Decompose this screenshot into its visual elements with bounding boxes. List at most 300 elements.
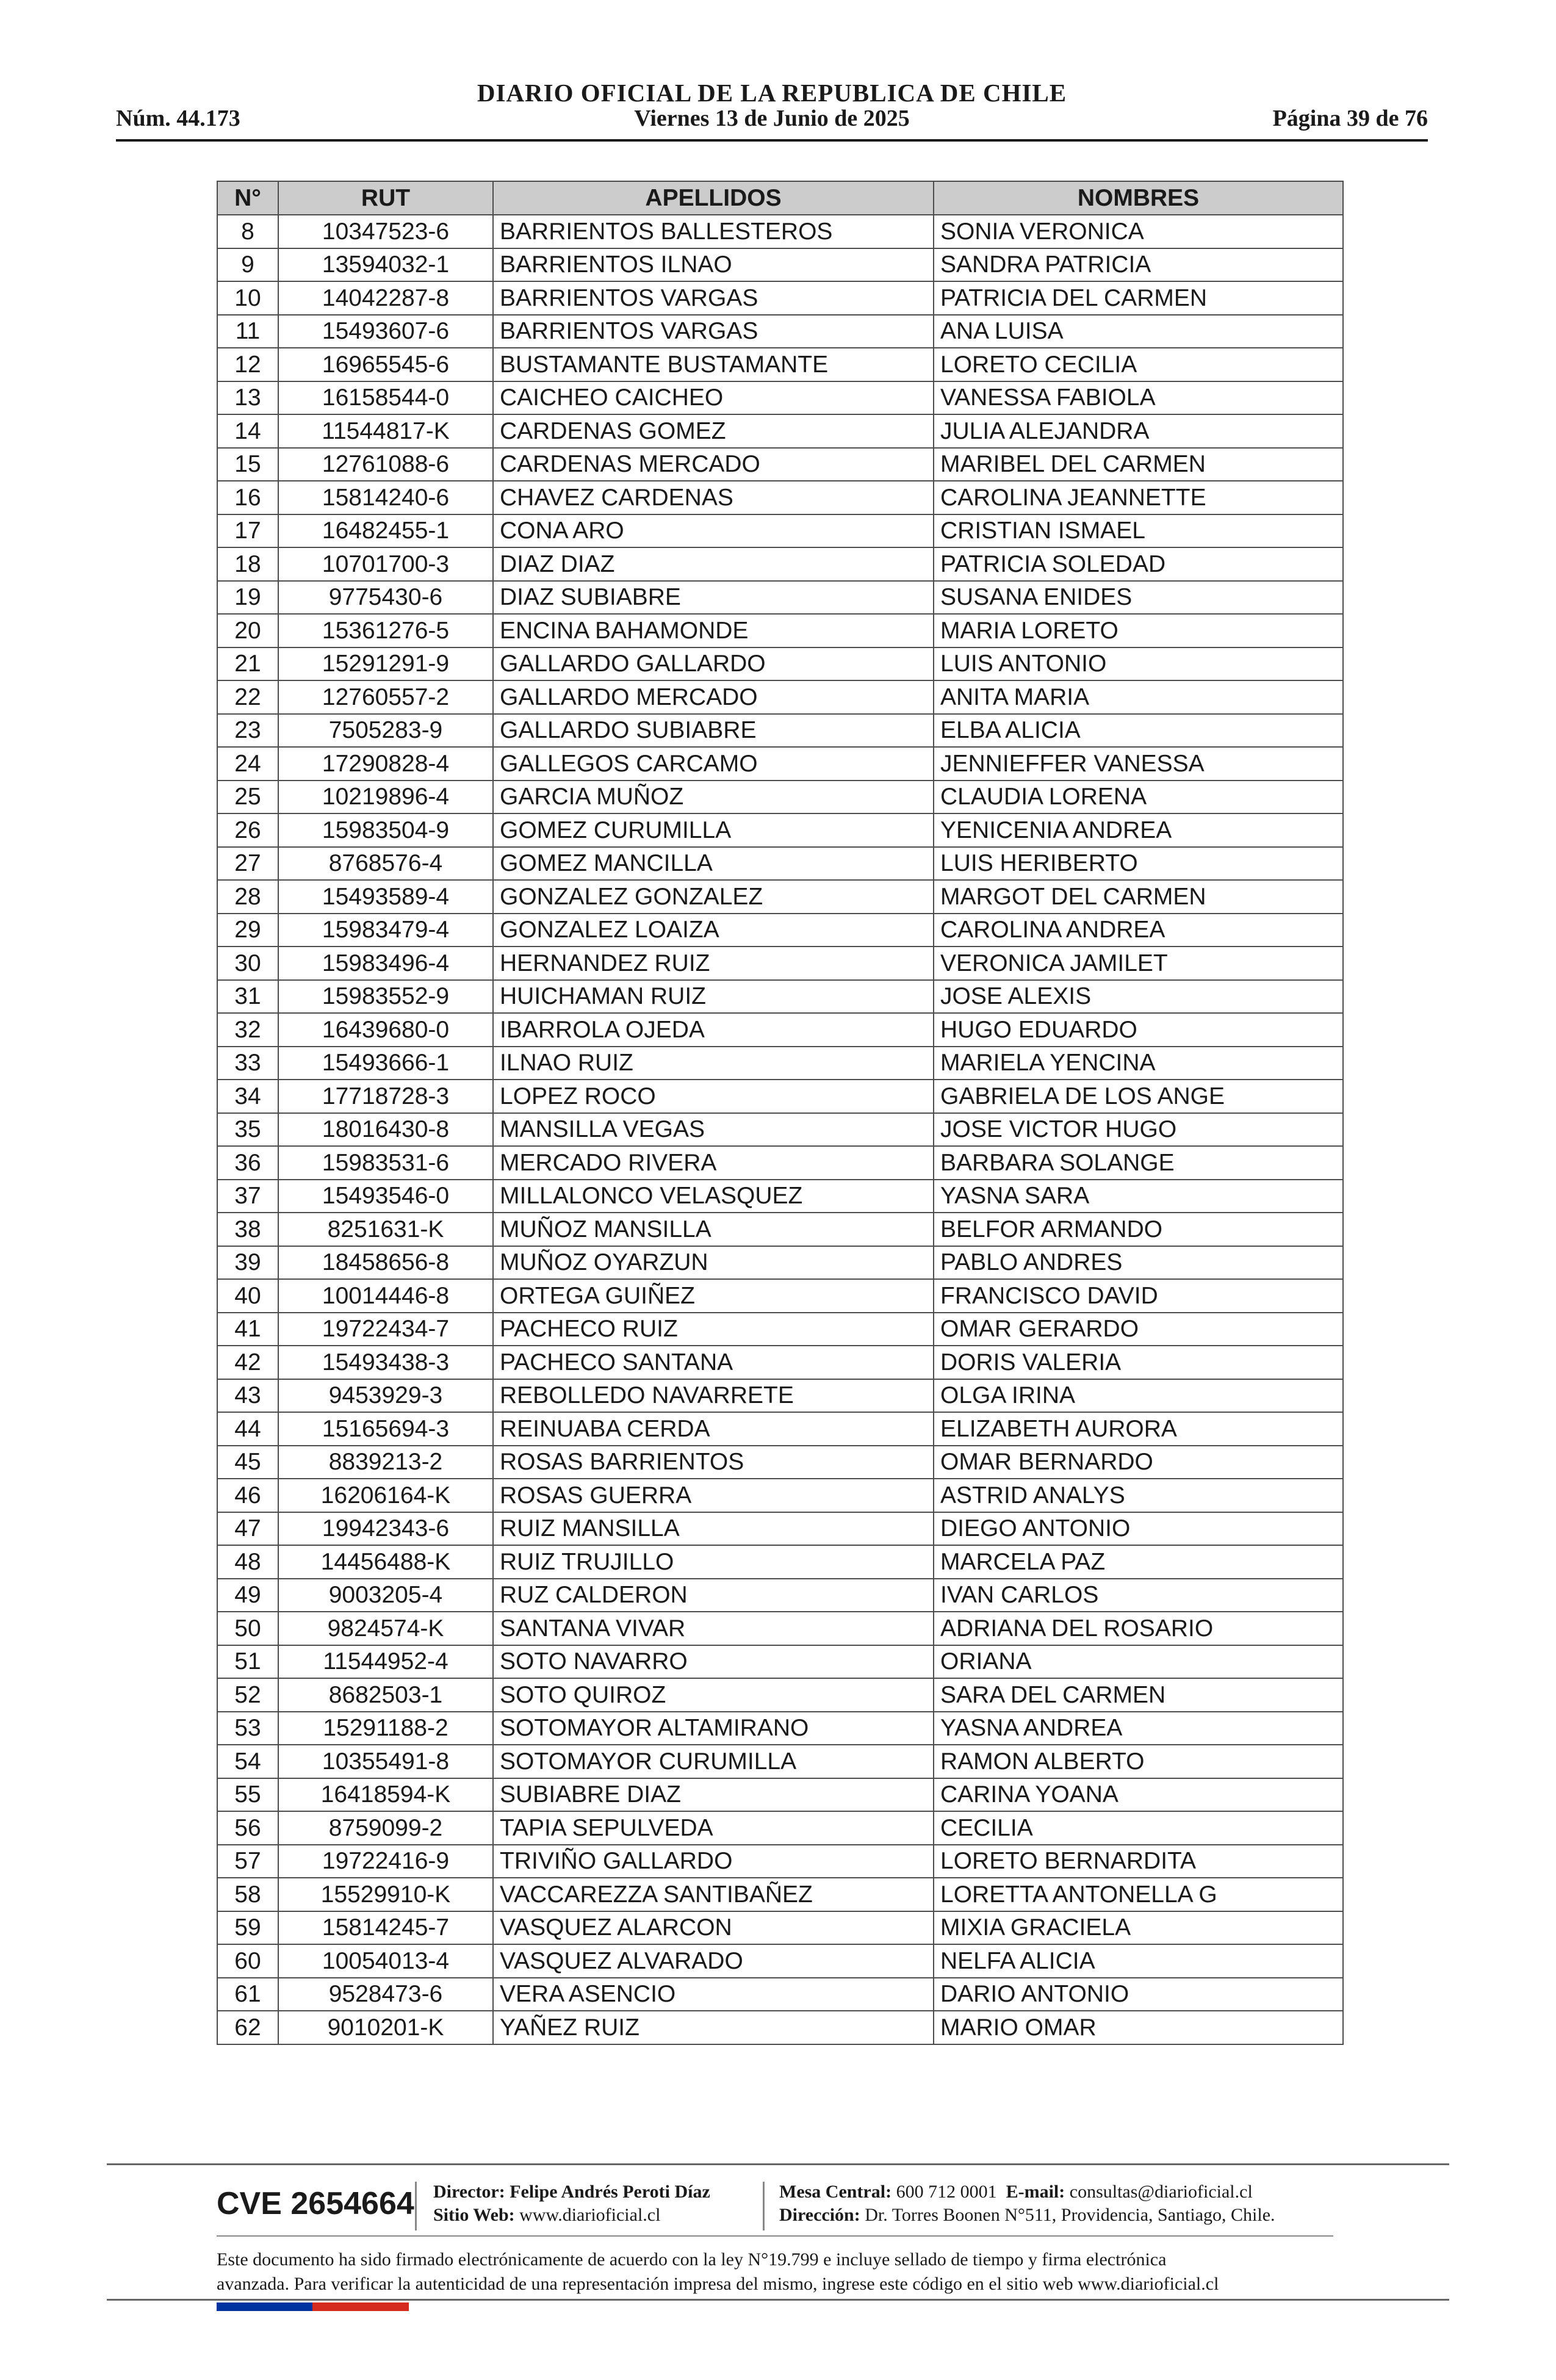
page-number: Página 39 de 76 [1272, 106, 1428, 131]
row-number: 26 [217, 813, 278, 847]
row-nombres: LORETO BERNARDITA [934, 1845, 1343, 1878]
row-nombres: GABRIELA DE LOS ANGE [934, 1080, 1343, 1113]
table-row [217, 514, 1343, 548]
row-nombres: DARIO ANTONIO [934, 1978, 1343, 2011]
row-nombres: MARGOT DEL CARMEN [934, 880, 1343, 914]
row-nombres: OMAR GERARDO [934, 1313, 1343, 1346]
row-apellidos: VASQUEZ ALVARADO [493, 1944, 934, 1978]
footer-separator [415, 2182, 417, 2230]
row-nombres: BELFOR ARMANDO [934, 1213, 1343, 1246]
table-row [217, 880, 1343, 914]
row-rut: 10014446-8 [278, 1279, 493, 1313]
row-rut: 10355491-8 [278, 1745, 493, 1778]
row-apellidos: DIAZ DIAZ [493, 547, 934, 581]
personnel-table-container [217, 181, 1342, 2045]
row-nombres: DORIS VALERIA [934, 1346, 1343, 1379]
row-apellidos: RUIZ TRUJILLO [493, 1545, 934, 1579]
table-row [217, 481, 1343, 514]
row-nombres: JENNIEFFER VANESSA [934, 747, 1343, 781]
table-row [217, 547, 1343, 581]
row-rut: 15291291-9 [278, 647, 493, 681]
row-rut: 14456488-K [278, 1545, 493, 1579]
row-nombres: CRISTIAN ISMAEL [934, 514, 1343, 548]
row-number: 52 [217, 1678, 278, 1712]
table-row [217, 348, 1343, 381]
table-row [217, 1545, 1343, 1579]
table-row [217, 980, 1343, 1014]
row-nombres: ANA LUISA [934, 315, 1343, 348]
row-number: 40 [217, 1279, 278, 1313]
email-label: E-mail: [1006, 2182, 1065, 2202]
table-row [217, 1412, 1343, 1446]
row-apellidos: GALLEGOS CARCAMO [493, 747, 934, 781]
row-rut: 16965545-6 [278, 348, 493, 381]
row-rut: 10701700-3 [278, 547, 493, 581]
table-row [217, 1978, 1343, 2011]
row-rut: 17290828-4 [278, 747, 493, 781]
row-apellidos: BARRIENTOS VARGAS [493, 315, 934, 348]
row-nombres: LUIS HERIBERTO [934, 847, 1343, 881]
row-rut: 15493589-4 [278, 880, 493, 914]
row-apellidos: GALLARDO SUBIABRE [493, 714, 934, 748]
row-nombres: BARBARA SOLANGE [934, 1146, 1343, 1180]
legal-line: Este documento ha sido firmado electrónicamente de acuerdo con la ley N°19.799 e incluye sellado de tiempo y firma electrónica [217, 2249, 1167, 2270]
table-row [217, 215, 1343, 248]
row-number: 15 [217, 448, 278, 481]
row-number: 54 [217, 1745, 278, 1778]
row-apellidos: MUÑOZ MANSILLA [493, 1213, 934, 1246]
row-apellidos: CAICHEO CAICHEO [493, 381, 934, 415]
row-nombres: IVAN CARLOS [934, 1579, 1343, 1612]
row-rut: 15983496-4 [278, 947, 493, 980]
row-nombres: ELIZABETH AURORA [934, 1412, 1343, 1446]
row-nombres: MIXIA GRACIELA [934, 1911, 1343, 1945]
row-apellidos: GONZALEZ GONZALEZ [493, 880, 934, 914]
row-rut: 7505283-9 [278, 714, 493, 748]
row-apellidos: BARRIENTOS VARGAS [493, 281, 934, 315]
row-rut: 9775430-6 [278, 581, 493, 615]
row-number: 59 [217, 1911, 278, 1945]
row-number: 60 [217, 1944, 278, 1978]
row-number: 50 [217, 1612, 278, 1645]
row-nombres: MARIA LORETO [934, 614, 1343, 647]
table-row [217, 747, 1343, 781]
table-row [217, 1313, 1343, 1346]
email-link[interactable]: consultas@diarioficial.cl [1069, 2182, 1253, 2202]
web-label: Sitio Web: [433, 2205, 515, 2225]
row-number: 29 [217, 914, 278, 947]
row-apellidos: CARDENAS GOMEZ [493, 414, 934, 448]
row-rut: 11544952-4 [278, 1645, 493, 1679]
table-row [217, 1346, 1343, 1379]
table-row [217, 1080, 1343, 1113]
row-number: 43 [217, 1379, 278, 1413]
table-row [217, 381, 1343, 415]
table-row [217, 614, 1343, 647]
row-rut: 15983552-9 [278, 980, 493, 1014]
row-number: 37 [217, 1180, 278, 1213]
web-link[interactable]: www.diarioficial.cl [519, 2205, 661, 2225]
row-number: 10 [217, 281, 278, 315]
row-rut: 12760557-2 [278, 680, 493, 714]
table-row [217, 714, 1343, 748]
row-number: 53 [217, 1712, 278, 1745]
row-number: 8 [217, 215, 278, 248]
row-number: 23 [217, 714, 278, 748]
row-number: 11 [217, 315, 278, 348]
table-row [217, 1778, 1343, 1812]
row-nombres: MARIELA YENCINA [934, 1047, 1343, 1080]
legal-notice [217, 2248, 1333, 2296]
table-row [217, 1512, 1343, 1546]
table-row [217, 914, 1343, 947]
header-rut: RUT [278, 181, 493, 215]
row-apellidos: RUZ CALDERON [493, 1579, 934, 1612]
row-number: 51 [217, 1645, 278, 1679]
table-row [217, 1811, 1343, 1845]
table-row [217, 1479, 1343, 1512]
row-apellidos: MANSILLA VEGAS [493, 1113, 934, 1147]
legal-line: avanzada. Para verificar la autenticidad de una representación impresa del mismo, ingrese este código en el sitio web www.diarioficial.cl [217, 2274, 1219, 2294]
row-apellidos: CHAVEZ CARDENAS [493, 481, 934, 514]
row-apellidos: ROSAS BARRIENTOS [493, 1446, 934, 1479]
row-number: 24 [217, 747, 278, 781]
table-row [217, 1911, 1343, 1945]
row-number: 12 [217, 348, 278, 381]
row-apellidos: TAPIA SEPULVEDA [493, 1811, 934, 1845]
row-rut: 8768576-4 [278, 847, 493, 881]
flag-stripe [217, 2302, 409, 2311]
row-nombres: LORETO CECILIA [934, 348, 1343, 381]
table-row [217, 680, 1343, 714]
table-row [217, 1047, 1343, 1080]
row-number: 58 [217, 1878, 278, 1911]
row-rut: 10054013-4 [278, 1944, 493, 1978]
row-apellidos: DIAZ SUBIABRE [493, 581, 934, 615]
row-rut: 10347523-6 [278, 215, 493, 248]
row-apellidos: VACCAREZZA SANTIBAÑEZ [493, 1878, 934, 1911]
row-nombres: NELFA ALICIA [934, 1944, 1343, 1978]
row-apellidos: SOTO NAVARRO [493, 1645, 934, 1679]
row-apellidos: CARDENAS MERCADO [493, 448, 934, 481]
row-apellidos: GALLARDO GALLARDO [493, 647, 934, 681]
row-number: 57 [217, 1845, 278, 1878]
row-nombres: FRANCISCO DAVID [934, 1279, 1343, 1313]
row-rut: 15529910-K [278, 1878, 493, 1911]
row-rut: 15493546-0 [278, 1180, 493, 1213]
table-row [217, 1113, 1343, 1147]
row-number: 44 [217, 1412, 278, 1446]
row-apellidos: ILNAO RUIZ [493, 1047, 934, 1080]
row-apellidos: REBOLLEDO NAVARRETE [493, 1379, 934, 1413]
address-label: Dirección: [779, 2205, 860, 2225]
row-apellidos: IBARROLA OJEDA [493, 1013, 934, 1047]
row-apellidos: HERNANDEZ RUIZ [493, 947, 934, 980]
row-number: 27 [217, 847, 278, 881]
row-rut: 9453929-3 [278, 1379, 493, 1413]
director-label: Director: [433, 2182, 505, 2202]
row-rut: 18016430-8 [278, 1113, 493, 1147]
row-nombres: SARA DEL CARMEN [934, 1678, 1343, 1712]
newspaper-title: DIARIO OFICIAL DE LA REPUBLICA DE CHILE [477, 79, 1067, 107]
row-rut: 15493438-3 [278, 1346, 493, 1379]
row-nombres: ANITA MARIA [934, 680, 1343, 714]
table-row [217, 813, 1343, 847]
row-apellidos: SOTOMAYOR CURUMILLA [493, 1745, 934, 1778]
row-nombres: ELBA ALICIA [934, 714, 1343, 748]
row-apellidos: BUSTAMANTE BUSTAMANTE [493, 348, 934, 381]
row-nombres: YASNA SARA [934, 1180, 1343, 1213]
row-nombres: YENICENIA ANDREA [934, 813, 1343, 847]
row-number: 33 [217, 1047, 278, 1080]
row-apellidos: GALLARDO MERCADO [493, 680, 934, 714]
table-header-row [217, 181, 1343, 215]
row-nombres: CECILIA [934, 1811, 1343, 1845]
table-row [217, 1379, 1343, 1413]
row-number: 46 [217, 1479, 278, 1512]
footer-rule-bottom [107, 2299, 1449, 2301]
row-apellidos: MERCADO RIVERA [493, 1146, 934, 1180]
row-nombres: CARINA YOANA [934, 1778, 1343, 1812]
row-rut: 18458656-8 [278, 1246, 493, 1280]
row-nombres: VANESSA FABIOLA [934, 381, 1343, 415]
row-nombres: SUSANA ENIDES [934, 581, 1343, 615]
row-nombres: MARIBEL DEL CARMEN [934, 448, 1343, 481]
issue-number: Núm. 44.173 [116, 106, 240, 131]
row-nombres: YASNA ANDREA [934, 1712, 1343, 1745]
row-number: 56 [217, 1811, 278, 1845]
row-rut: 9528473-6 [278, 1978, 493, 2011]
footer-separator [763, 2182, 765, 2230]
footer-rule-top [107, 2163, 1449, 2165]
row-number: 61 [217, 1978, 278, 2011]
row-nombres: VERONICA JAMILET [934, 947, 1343, 980]
row-apellidos: GOMEZ MANCILLA [493, 847, 934, 881]
flag-blue-segment [217, 2302, 312, 2311]
table-row [217, 1612, 1343, 1645]
row-number: 36 [217, 1146, 278, 1180]
row-nombres: RAMON ALBERTO [934, 1745, 1343, 1778]
row-nombres: JOSE ALEXIS [934, 980, 1343, 1014]
row-nombres: SONIA VERONICA [934, 215, 1343, 248]
row-number: 55 [217, 1778, 278, 1812]
flag-red-segment [312, 2302, 409, 2311]
row-nombres: JOSE VICTOR HUGO [934, 1113, 1343, 1147]
table-row [217, 647, 1343, 681]
row-nombres: ASTRID ANALYS [934, 1479, 1343, 1512]
table-row [217, 581, 1343, 615]
row-apellidos: GOMEZ CURUMILLA [493, 813, 934, 847]
row-rut: 8759099-2 [278, 1811, 493, 1845]
table-row [217, 1678, 1343, 1712]
table-row [217, 1845, 1343, 1878]
header-nombres: NOMBRES [934, 181, 1343, 215]
row-number: 45 [217, 1446, 278, 1479]
row-apellidos: VERA ASENCIO [493, 1978, 934, 2011]
row-rut: 15983479-4 [278, 914, 493, 947]
contact-block [779, 2180, 1275, 2227]
table-row [217, 947, 1343, 980]
row-rut: 15493607-6 [278, 315, 493, 348]
row-number: 28 [217, 880, 278, 914]
row-rut: 9003205-4 [278, 1579, 493, 1612]
row-nombres: SANDRA PATRICIA [934, 248, 1343, 282]
row-nombres: MARIO OMAR [934, 2011, 1343, 2044]
row-apellidos: SOTOMAYOR ALTAMIRANO [493, 1712, 934, 1745]
row-rut: 15983504-9 [278, 813, 493, 847]
row-apellidos: PACHECO RUIZ [493, 1313, 934, 1346]
table-row [217, 1579, 1343, 1612]
row-nombres: DIEGO ANTONIO [934, 1512, 1343, 1546]
row-nombres: JULIA ALEJANDRA [934, 414, 1343, 448]
row-number: 13 [217, 381, 278, 415]
header-apellidos: APELLIDOS [493, 181, 934, 215]
table-row [217, 1279, 1343, 1313]
row-rut: 16482455-1 [278, 514, 493, 548]
row-rut: 19722416-9 [278, 1845, 493, 1878]
row-rut: 15814245-7 [278, 1911, 493, 1945]
footer-rule-middle [217, 2235, 1333, 2237]
table-body [217, 215, 1343, 2044]
row-apellidos: HUICHAMAN RUIZ [493, 980, 934, 1014]
cve-code: CVE 2654664 [217, 2186, 414, 2221]
row-number: 18 [217, 547, 278, 581]
row-rut: 9010201-K [278, 2011, 493, 2044]
row-number: 30 [217, 947, 278, 980]
row-apellidos: SOTO QUIROZ [493, 1678, 934, 1712]
row-rut: 15291188-2 [278, 1712, 493, 1745]
row-nombres: LUIS ANTONIO [934, 647, 1343, 681]
table-row [217, 1878, 1343, 1911]
row-nombres: PABLO ANDRES [934, 1246, 1343, 1280]
row-number: 62 [217, 2011, 278, 2044]
row-number: 49 [217, 1579, 278, 1612]
row-nombres: ORIANA [934, 1645, 1343, 1679]
row-number: 17 [217, 514, 278, 548]
personnel-table [217, 181, 1344, 2045]
row-nombres: OLGA IRINA [934, 1379, 1343, 1413]
row-rut: 11544817-K [278, 414, 493, 448]
row-apellidos: TRIVIÑO GALLARDO [493, 1845, 934, 1878]
row-rut: 14042287-8 [278, 281, 493, 315]
header-number: N° [217, 181, 278, 215]
row-rut: 15361276-5 [278, 614, 493, 647]
table-row [217, 1180, 1343, 1213]
row-rut: 17718728-3 [278, 1080, 493, 1113]
table-row [217, 1013, 1343, 1047]
row-rut: 16158544-0 [278, 381, 493, 415]
row-number: 41 [217, 1313, 278, 1346]
row-number: 19 [217, 581, 278, 615]
address-value: Dr. Torres Boonen N°511, Providencia, Santiago, Chile. [865, 2205, 1275, 2225]
table-row [217, 248, 1343, 282]
row-apellidos: BARRIENTOS ILNAO [493, 248, 934, 282]
row-number: 48 [217, 1545, 278, 1579]
row-rut: 9824574-K [278, 1612, 493, 1645]
table-row [217, 1745, 1343, 1778]
row-number: 22 [217, 680, 278, 714]
row-number: 20 [217, 614, 278, 647]
row-nombres: LORETTA ANTONELLA G [934, 1878, 1343, 1911]
row-rut: 13594032-1 [278, 248, 493, 282]
row-apellidos: REINUABA CERDA [493, 1412, 934, 1446]
row-number: 42 [217, 1346, 278, 1379]
table-row [217, 281, 1343, 315]
row-apellidos: SANTANA VIVAR [493, 1612, 934, 1645]
issue-date: Viernes 13 de Junio de 2025 [634, 106, 910, 131]
row-rut: 16206164-K [278, 1479, 493, 1512]
row-rut: 8682503-1 [278, 1678, 493, 1712]
row-apellidos: PACHECO SANTANA [493, 1346, 934, 1379]
table-row [217, 1446, 1343, 1479]
table-row [217, 414, 1343, 448]
phone-value: 600 712 0001 [896, 2182, 997, 2202]
row-number: 39 [217, 1246, 278, 1280]
row-apellidos: MUÑOZ OYARZUN [493, 1246, 934, 1280]
table-row [217, 781, 1343, 814]
row-rut: 16439680-0 [278, 1013, 493, 1047]
table-row [217, 1246, 1343, 1280]
row-number: 47 [217, 1512, 278, 1546]
row-nombres: HUGO EDUARDO [934, 1013, 1343, 1047]
table-row [217, 2011, 1343, 2044]
director-block [433, 2180, 710, 2227]
row-apellidos: CONA ARO [493, 514, 934, 548]
director-name: Felipe Andrés Peroti Díaz [510, 2182, 710, 2202]
row-number: 14 [217, 414, 278, 448]
row-number: 32 [217, 1013, 278, 1047]
page-header [116, 73, 1428, 143]
row-apellidos: LOPEZ ROCO [493, 1080, 934, 1113]
row-nombres: CLAUDIA LORENA [934, 781, 1343, 814]
table-row [217, 1146, 1343, 1180]
row-apellidos: ORTEGA GUIÑEZ [493, 1279, 934, 1313]
table-row [217, 1944, 1343, 1978]
row-number: 9 [217, 248, 278, 282]
row-apellidos: VASQUEZ ALARCON [493, 1911, 934, 1945]
row-apellidos: MILLALONCO VELASQUEZ [493, 1180, 934, 1213]
row-rut: 10219896-4 [278, 781, 493, 814]
row-apellidos: GONZALEZ LOAIZA [493, 914, 934, 947]
row-apellidos: ENCINA BAHAMONDE [493, 614, 934, 647]
table-row [217, 1712, 1343, 1745]
row-nombres: OMAR BERNARDO [934, 1446, 1343, 1479]
table-row [217, 1213, 1343, 1246]
table-row [217, 847, 1343, 881]
table-row [217, 1645, 1343, 1679]
row-rut: 15493666-1 [278, 1047, 493, 1080]
row-rut: 19722434-7 [278, 1313, 493, 1346]
row-rut: 8839213-2 [278, 1446, 493, 1479]
row-number: 35 [217, 1113, 278, 1147]
row-number: 34 [217, 1080, 278, 1113]
row-apellidos: SUBIABRE DIAZ [493, 1778, 934, 1812]
row-rut: 16418594-K [278, 1778, 493, 1812]
table-row [217, 315, 1343, 348]
row-apellidos: ROSAS GUERRA [493, 1479, 934, 1512]
row-nombres: CAROLINA JEANNETTE [934, 481, 1343, 514]
row-rut: 15983531-6 [278, 1146, 493, 1180]
row-number: 25 [217, 781, 278, 814]
row-apellidos: GARCIA MUÑOZ [493, 781, 934, 814]
row-rut: 8251631-K [278, 1213, 493, 1246]
row-nombres: MARCELA PAZ [934, 1545, 1343, 1579]
row-number: 38 [217, 1213, 278, 1246]
row-number: 21 [217, 647, 278, 681]
row-nombres: PATRICIA DEL CARMEN [934, 281, 1343, 315]
table-row [217, 448, 1343, 481]
row-apellidos: YAÑEZ RUIZ [493, 2011, 934, 2044]
